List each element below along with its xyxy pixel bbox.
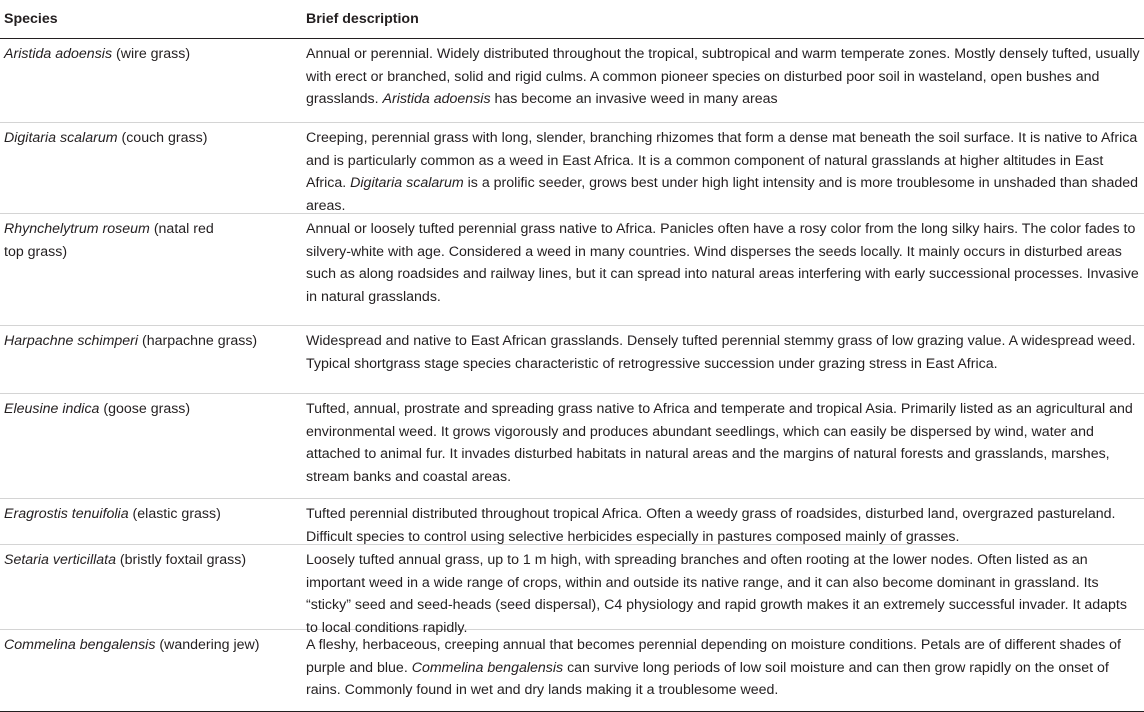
table-row — [0, 214, 1144, 326]
species-cell — [0, 39, 306, 122]
species-cell — [0, 214, 230, 325]
species-common-name: (harpachne grass) — [138, 333, 258, 349]
description-cell — [306, 214, 1144, 325]
description-text: Annual or loosely tufted perennial grass native to Africa. Panicles often have a rosy color from the long silky hairs. The color fades to silvery-white with age. Considered a weed in many countries. Wind disperses the seeds locally. It mainly occurs in disturbed areas such as along roadsides and railway lines, but it can spread into natural areas interfering with early successional processes. Invasive in natural grasslands. — [306, 221, 1139, 305]
description-text-end: can survive long periods of low soil moisture and can then grow rapidly on the onset of rains. Commonly found in wet and dry lands making it a troublesome weed. — [306, 659, 1109, 699]
species-latin-name: Harpachne schimperi — [4, 333, 139, 349]
species-latin-name: Commelina bengalensis — [4, 637, 156, 653]
description-cell — [306, 630, 1144, 711]
species-common-name: (wandering jew) — [155, 637, 260, 653]
description-text-end: has become an invasive weed in many areas — [490, 91, 778, 108]
species-common-name: (wire grass) — [112, 46, 191, 62]
species-common-name: (couch grass) — [117, 130, 208, 146]
table-row — [0, 630, 1144, 712]
description-italic: Digitaria scalarum — [350, 175, 464, 192]
description-cell — [306, 394, 1144, 498]
table-row — [0, 326, 1144, 394]
description-cell — [306, 499, 1144, 544]
description-text: Tufted, annual, prostrate and spreading grass native to Africa and temperate and tropical Asia. Primarily listed as an agricultural and environmental weed. It grows vigorously and produces abundant seedlings, which can easily be dispersed by wind, water and attached to animal fur. It invades disturbed habitats in natural areas and the margins of natural forests and grasslands, marshes, stream banks and coastal areas. — [306, 401, 1133, 485]
species-cell — [0, 630, 306, 711]
species-latin-name: Aristida adoensis — [4, 46, 113, 62]
species-cell — [0, 394, 306, 498]
species-latin-name: Eleusine indica — [4, 401, 100, 417]
description-cell — [306, 123, 1144, 213]
description-text: Tufted perennial distributed throughout tropical Africa. Often a weedy grass of roadsides, disturbed land, overgrazed pastureland. Difficult species to control using selective herbicides especially in pastures composed mainly of grasses. — [306, 506, 1116, 545]
description-cell — [306, 545, 1144, 636]
species-cell — [0, 123, 306, 213]
species-latin-name: Digitaria scalarum — [4, 130, 118, 146]
header-species: Species — [4, 11, 58, 27]
table-row — [0, 545, 1144, 636]
table-row — [0, 123, 1144, 214]
species-cell — [0, 545, 306, 629]
species-latin-name: Setaria verticillata — [4, 552, 116, 568]
description-text-end: is a prolific seeder, grows best under high light intensity and is more troublesome in unshaded than shaded areas. — [306, 175, 1139, 214]
species-common-name: (elastic grass) — [128, 506, 221, 522]
description-cell — [306, 326, 1144, 393]
description-text: Annual or perennial. Widely distributed throughout the tropical, subtropical and warm temperate zones. Mostly densely tufted, usually with erect or branched, solid and rigid culms. A common pioneer species on disturbed poor soil in wasteland, open bushes and grasslands. — [306, 46, 1140, 108]
description-text: Creeping, perennial grass with long, slender, branching rhizomes that form a dense mat beneath the soil surface. It is native to Africa and is particularly common as a weed in East Africa. It is a common component of natural grasslands at higher altitudes in East Africa. — [306, 130, 1138, 192]
description-cell — [306, 39, 1144, 122]
species-latin-name: Eragrostis tenuifolia — [4, 506, 129, 522]
species-cell — [0, 326, 306, 393]
description-text: Widespread and native to East African grasslands. Densely tufted perennial stemmy grass of low grazing value. A widespread weed. Typical shortgrass stage species characteristic of retrogressive succession under grazing stress in East Africa. — [306, 333, 1136, 372]
species-common-name: (natal red top grass) — [4, 221, 214, 260]
description-text: A fleshy, herbaceous, creeping annual that becomes perennial depending on moisture conditions. Petals are of different shades of purple and blue. — [306, 637, 1121, 676]
species-common-name: (bristly foxtail grass) — [115, 552, 247, 568]
table-row — [0, 499, 1144, 545]
description-text: Loosely tufted annual grass, up to 1 m high, with spreading branches and often rooting at the lower nodes. Often listed as an important weed in a wide range of crops, within and outside its native range, and it can also become dominant in grassland. Its “sticky” seed and seed-heads (seed dispersal), C4 physiology and rapid growth makes it an extremely successful invader. It adapts to local conditions rapidly. — [306, 552, 1127, 636]
species-latin-name: Rhynchelytrum roseum — [4, 221, 150, 237]
species-common-name: (goose grass) — [99, 401, 191, 417]
header-description: Brief description — [306, 11, 419, 27]
description-italic: Aristida adoensis — [382, 91, 491, 108]
description-italic: Commelina bengalensis — [411, 659, 564, 676]
species-cell — [0, 499, 306, 544]
table-row — [0, 394, 1144, 499]
table-row — [0, 39, 1144, 123]
table-header — [0, 0, 1144, 39]
